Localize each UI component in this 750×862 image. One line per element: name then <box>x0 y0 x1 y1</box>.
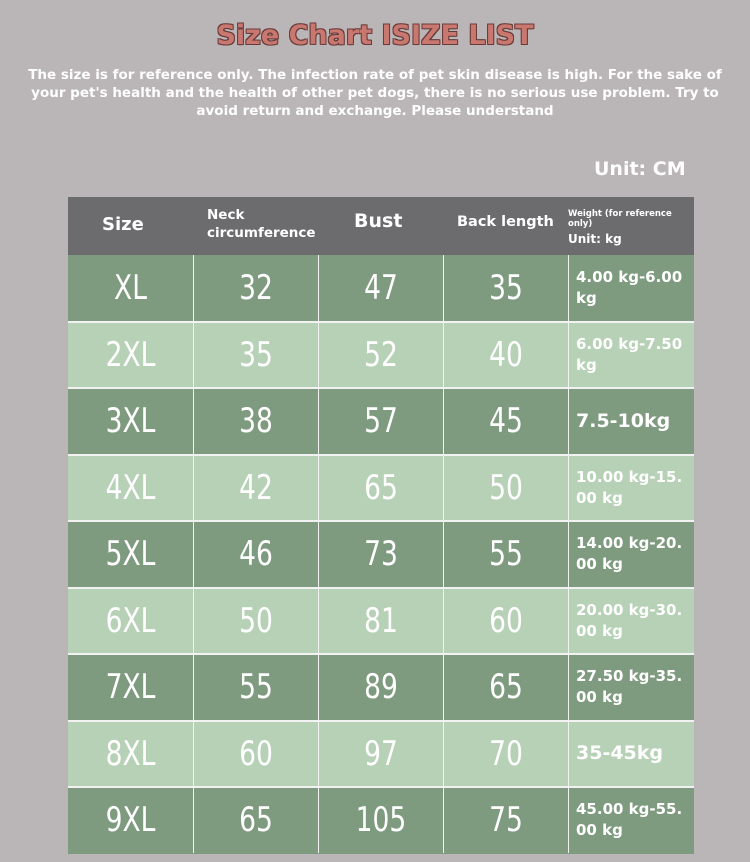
page-title: Size Chart ISIZE LIST <box>216 20 534 51</box>
size-cell: 8XL <box>105 733 156 774</box>
neck-cell: 32 <box>239 268 273 309</box>
size-cell: 4XL <box>105 467 156 508</box>
unit-label: Unit: CM <box>594 158 686 180</box>
size-cell: 5XL <box>105 534 156 575</box>
table-row <box>68 455 694 522</box>
bust-cell: 52 <box>364 334 398 375</box>
weight-cell: 10.00 kg-15.00 kg <box>576 467 683 507</box>
table-row <box>68 255 694 322</box>
neck-cell: 38 <box>239 401 273 442</box>
neck-cell: 35 <box>239 334 273 375</box>
column-divider <box>318 255 319 853</box>
bust-cell: 97 <box>364 733 398 774</box>
size-cell: 2XL <box>105 334 156 375</box>
size-cell: XL <box>114 268 147 309</box>
bust-cell: 89 <box>364 667 398 708</box>
disclaimer-note: The size is for reference only. The infection rate of pet skin disease is high. For the sake of your pet's health and the health of other pet dogs, there is no serious use problem. Try to avoid return and exchange. Please understand <box>28 67 722 119</box>
back-length-cell: 55 <box>489 534 523 575</box>
size-cell: 7XL <box>105 667 156 708</box>
table-row <box>68 521 694 588</box>
row-divider <box>68 454 694 456</box>
back-length-cell: 65 <box>489 667 523 708</box>
neck-cell: 65 <box>239 800 273 841</box>
weight-cell: 20.00 kg-30.00 kg <box>576 600 683 640</box>
header-weight-unit: Unit: kg <box>568 232 622 246</box>
table-row <box>68 322 694 389</box>
header-bust: Bust <box>354 210 403 232</box>
back-length-cell: 50 <box>489 467 523 508</box>
neck-cell: 46 <box>239 534 273 575</box>
row-divider <box>68 653 694 655</box>
table-row <box>68 721 694 788</box>
bust-cell: 105 <box>355 800 407 841</box>
size-cell: 3XL <box>105 401 156 442</box>
row-divider <box>68 720 694 722</box>
weight-cell: 27.50 kg-35.00 kg <box>576 667 683 707</box>
size-cell: 6XL <box>105 600 156 641</box>
table-row <box>68 654 694 721</box>
table-row <box>68 388 694 455</box>
table-header-row <box>68 197 694 255</box>
row-divider <box>68 520 694 522</box>
row-divider <box>68 321 694 323</box>
back-length-cell: 35 <box>489 268 523 309</box>
back-length-cell: 45 <box>489 401 523 442</box>
header-size: Size <box>102 214 144 235</box>
bust-cell: 65 <box>364 467 398 508</box>
back-length-cell: 40 <box>489 334 523 375</box>
bust-cell: 57 <box>364 401 398 442</box>
table-row <box>68 588 694 655</box>
column-divider <box>443 255 444 853</box>
size-cell: 9XL <box>105 800 156 841</box>
back-length-cell: 75 <box>489 800 523 841</box>
weight-cell: 6.00 kg-7.50 kg <box>576 334 683 374</box>
bust-cell: 81 <box>364 600 398 641</box>
table-row <box>68 787 694 854</box>
header-back-length: Back length <box>457 214 554 230</box>
neck-cell: 50 <box>239 600 273 641</box>
size-table <box>68 197 694 853</box>
weight-cell: 45.00 kg-55.00 kg <box>576 800 683 840</box>
header-weight-label: Weight (for reference only) <box>568 209 672 229</box>
row-divider <box>68 786 694 788</box>
row-divider <box>68 587 694 589</box>
weight-cell: 14.00 kg-20.00 kg <box>576 534 683 574</box>
neck-cell: 42 <box>239 467 273 508</box>
neck-cell: 55 <box>239 667 273 708</box>
column-divider <box>193 255 194 853</box>
column-divider <box>568 255 569 853</box>
weight-cell: 35-45kg <box>576 742 664 765</box>
bust-cell: 47 <box>364 268 398 309</box>
neck-cell: 60 <box>239 733 273 774</box>
weight-cell: 4.00 kg-6.00 kg <box>576 268 683 308</box>
back-length-cell: 70 <box>489 733 523 774</box>
weight-cell: 7.5-10kg <box>576 409 671 432</box>
header-neck: Neck circumference <box>207 207 316 241</box>
bust-cell: 73 <box>364 534 398 575</box>
back-length-cell: 60 <box>489 600 523 641</box>
row-divider <box>68 387 694 389</box>
